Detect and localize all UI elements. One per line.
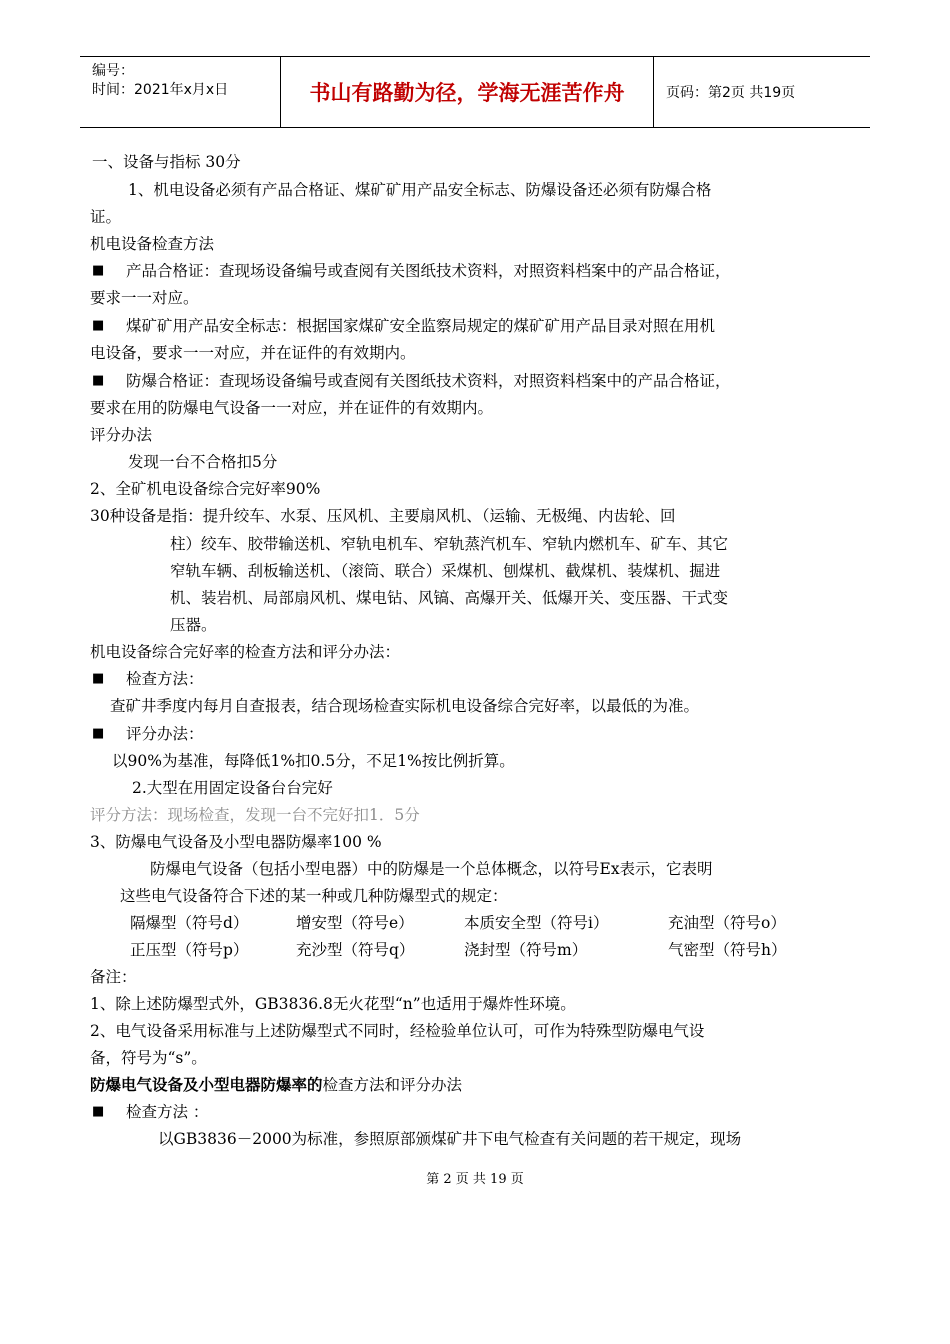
- subheading: 评分办法: [90, 426, 153, 444]
- section-heading: 一、设备与指标 30分: [92, 153, 241, 171]
- subheading: 备注：: [90, 968, 137, 986]
- paragraph-line: 查矿井季度内每月自查报表，结合现场检查实际机电设备综合完好率，以最低的为准。: [110, 697, 700, 715]
- document-header: [80, 56, 870, 128]
- scoring-note: 评分方法：现场检查，发现一台不完好扣1．5分: [90, 806, 420, 824]
- bullet-square-icon: ■: [92, 263, 105, 278]
- type-item: 隔爆型（符号d）: [130, 914, 249, 932]
- paragraph-line: 1、除上述防爆型式外，GB3836.8无火花型“n”也适用于爆炸性环境。: [90, 995, 576, 1013]
- bullet-line: 产品合格证：查现场设备编号或查阅有关图纸技术资料，对照资料档案中的产品合格证，: [126, 262, 731, 280]
- bullet-line: 检查方法 ：: [126, 1103, 209, 1121]
- subheading: 机电设备检查方法: [90, 235, 215, 253]
- paragraph-line: 1、机电设备必须有产品合格证、煤矿矿用产品安全标志、防爆设备还必须有防爆合格: [128, 181, 712, 199]
- heading-plain-part: 检查方法和评分办法: [322, 1076, 463, 1094]
- paragraph-line: 窄轨车辆、刮板输送机、（滚筒、联合）采煤机、刨煤机、截煤机、装煤机、掘进: [170, 562, 721, 580]
- header-motto: 书山有路勤为径，学海无涯苦作舟: [309, 81, 625, 105]
- bullet-square-icon: ■: [92, 1104, 105, 1119]
- paragraph-line: 要求在用的防爆电气设备一一对应，并在证件的有效期内。: [90, 399, 494, 417]
- bullet-line: 检查方法：: [126, 670, 204, 688]
- paragraph-line: 压器。: [170, 616, 217, 634]
- header-divider: [653, 57, 654, 127]
- paragraph-line: 电设备，要求一一对应，并在证件的有效期内。: [90, 344, 416, 362]
- bullet-line: 煤矿矿用产品安全标志：根据国家煤矿安全监察局规定的煤矿矿用产品目录对照在用机: [126, 317, 716, 335]
- paragraph-line: 防爆电气设备（包括小型电器）中的防爆是一个总体概念，以符号Ex表示，它表明: [150, 860, 713, 878]
- type-item: 浇封型（符号m）: [464, 941, 588, 959]
- header-page-number: 页码：第2页 共19页: [666, 85, 796, 101]
- paragraph-line: 2、电气设备采用标准与上述防爆型式不同时，经检验单位认可，可作为特殊型防爆电气设: [90, 1022, 705, 1040]
- paragraph-line: 柱）绞车、胶带输送机、窄轨电机车、窄轨蒸汽机车、窄轨内燃机车、矿车、其它: [170, 535, 729, 553]
- heading-bold-part: 防爆电气设备及小型电器防爆率的: [90, 1075, 323, 1094]
- paragraph-line: 30种设备是指：提升绞车、水泵、压风机、主要扇风机、（运输、无极绳、内齿轮、回: [90, 507, 676, 525]
- serial-label: 编号：: [92, 63, 134, 79]
- type-item: 充沙型（符号q）: [296, 941, 415, 959]
- paragraph-line: 以90%为基准，每降低1%扣0.5分，不足1%按比例折算。: [112, 752, 515, 770]
- paragraph-line: 以GB3836－2000为标准，参照原部颁煤矿井下电气检查有关问题的若干规定，现场: [158, 1130, 742, 1148]
- section-heading: 2.大型在用固定设备台台完好: [132, 779, 333, 797]
- type-item: 本质安全型（符号i）: [464, 914, 609, 932]
- section-heading: 3、防爆电气设备及小型电器防爆率100 %: [90, 833, 382, 851]
- bullet-square-icon: ■: [92, 318, 105, 333]
- subheading: 机电设备综合完好率的检查方法和评分办法：: [90, 643, 401, 661]
- page-footer: 第 2 页 共 19 页: [426, 1172, 524, 1187]
- paragraph-line: 这些电气设备符合下述的某一种或几种防爆型式的规定：: [120, 887, 508, 905]
- type-item: 充油型（符号o）: [668, 914, 786, 932]
- type-item: 气密型（符号h）: [668, 941, 787, 959]
- time-label: 时间：2021年x月x日: [92, 82, 229, 98]
- header-meta: [92, 62, 228, 100]
- type-item: 正压型（符号p）: [130, 941, 249, 959]
- bullet-line: 评分办法：: [126, 725, 204, 743]
- paragraph-line: 要求一一对应。: [90, 289, 199, 307]
- paragraph-line: 备，符号为“s”。: [90, 1049, 207, 1067]
- bullet-line: 防爆合格证：查现场设备编号或查阅有关图纸技术资料，对照资料档案中的产品合格证，: [126, 372, 731, 390]
- paragraph-line: 发现一台不合格扣5分: [128, 453, 278, 471]
- paragraph-line: 机、装岩机、局部扇风机、煤电钻、风镐、高爆开关、低爆开关、变压器、干式变: [170, 589, 729, 607]
- section-heading: 2、全矿机电设备综合完好率90%: [90, 480, 321, 498]
- bullet-square-icon: ■: [92, 726, 105, 741]
- paragraph-line: 证。: [90, 208, 122, 226]
- bullet-square-icon: ■: [92, 671, 105, 686]
- bullet-square-icon: ■: [92, 373, 105, 388]
- type-item: 增安型（符号e）: [296, 914, 414, 932]
- section-heading: [90, 1075, 462, 1095]
